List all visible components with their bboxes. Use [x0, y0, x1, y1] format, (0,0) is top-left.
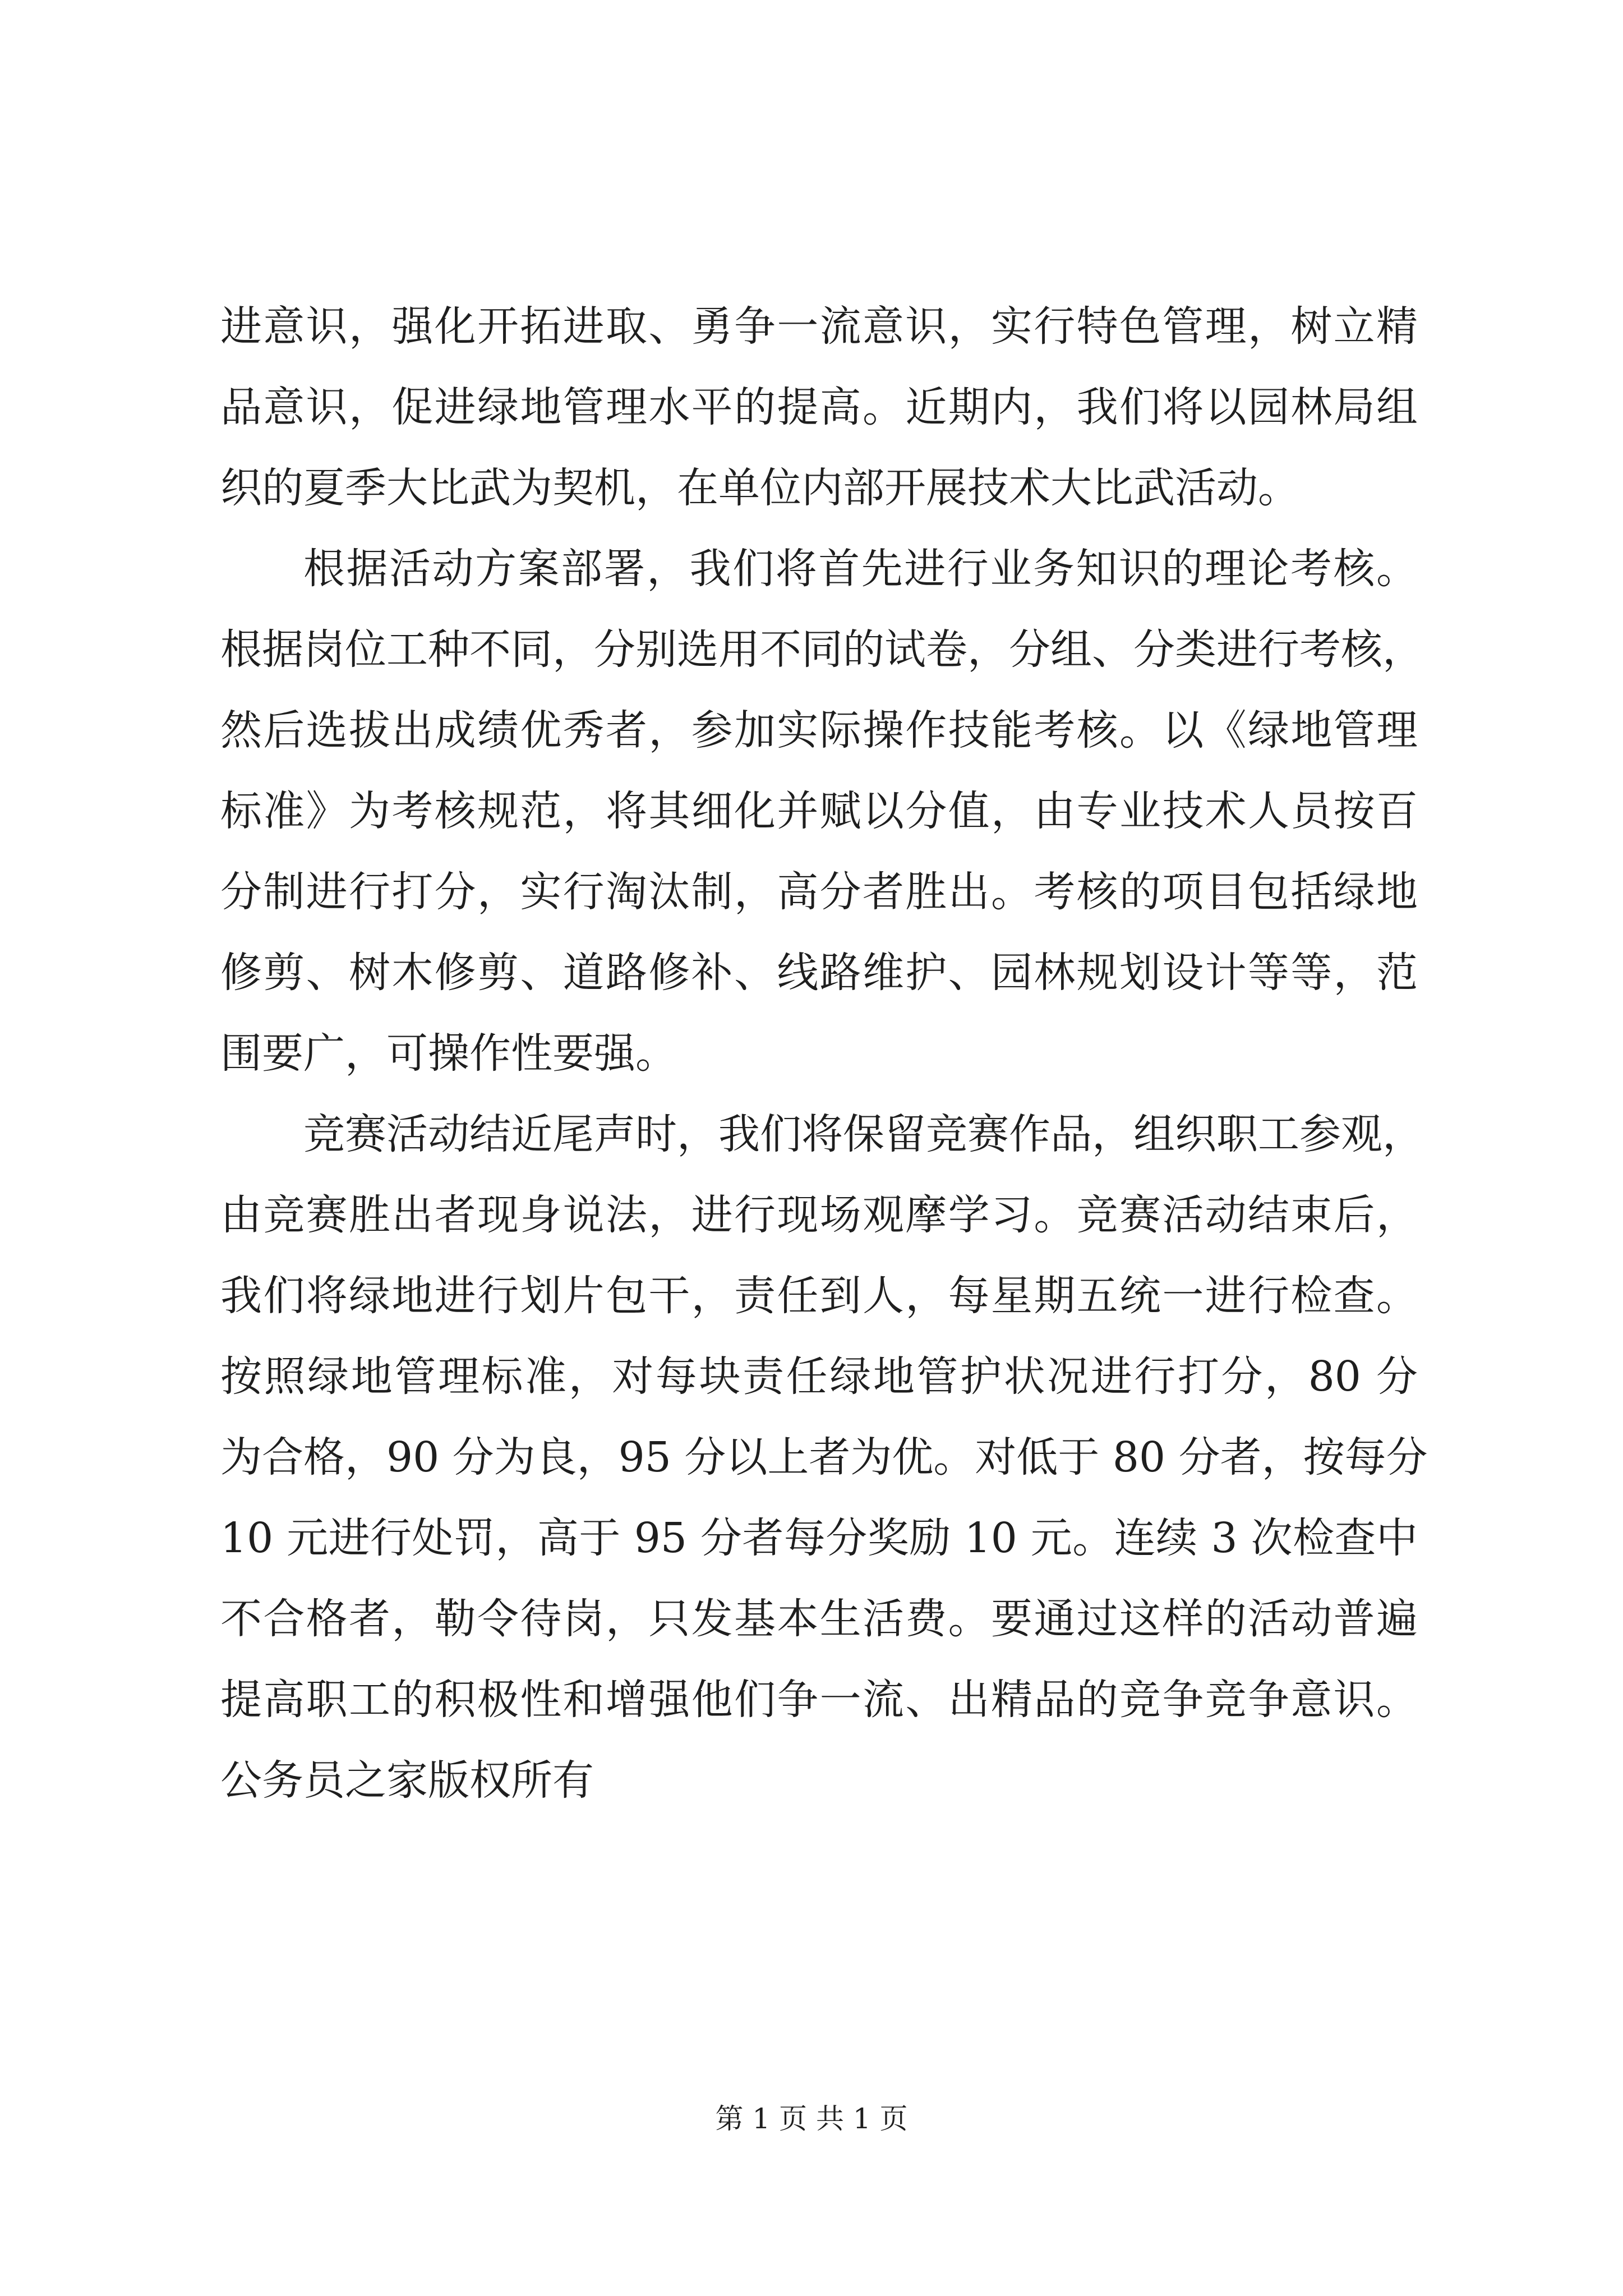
- text-line: 公务员之家版权所有: [220, 1756, 594, 1805]
- text-line: 提高职工的积极性和增强他们争一流、出精品的竞争竞争意识。: [220, 1676, 1418, 1724]
- text-line: 根据活动方案部署，我们将首先进行业务知识的理论考核。: [303, 545, 1418, 593]
- document-body: [220, 286, 1428, 1821]
- text-line: 修剪、树木修剪、道路修补、线路维护、园林规划设计等等，范: [220, 949, 1418, 997]
- text-line: 为合格，90 分为良，95 分以上者为优。对低于 80 分者，按每分: [220, 1433, 1428, 1481]
- text-line: 围要广，可操作性要强。: [220, 1029, 677, 1078]
- text-line: 然后选拔出成绩优秀者，参加实际操作技能考核。以《绿地管理: [220, 706, 1418, 754]
- text-line: 按照绿地管理标准，对每块责任绿地管护状况进行打分，80 分: [220, 1352, 1418, 1401]
- page-number-footer: 第 1 页 共 1 页: [715, 2102, 908, 2135]
- paragraph-2: [220, 528, 1424, 1094]
- text-line: 织的夏季大比武为契机，在单位内部开展技术大比武活动。: [220, 464, 1299, 512]
- paragraph-1: [220, 286, 1418, 528]
- text-line: 由竞赛胜出者现身说法，进行现场观摩学习。竞赛活动结束后，: [220, 1191, 1418, 1239]
- text-line: 标准》为考核规范，将其细化并赋以分值，由专业技术人员按百: [220, 787, 1418, 835]
- text-line: 竞赛活动结近尾声时，我们将保留竞赛作品，组织职工参观，: [303, 1110, 1424, 1158]
- text-line: 根据岗位工种不同，分别选用不同的试卷，分组、分类进行考核，: [220, 625, 1424, 674]
- text-line: 我们将绿地进行划片包干，责任到人，每星期五统一进行检查。: [220, 1272, 1418, 1320]
- text-line: 分制进行打分，实行淘汰制，高分者胜出。考核的项目包括绿地: [220, 868, 1418, 916]
- text-line: 不合格者，勒令待岗，只发基本生活费。要通过这样的活动普遍: [220, 1595, 1418, 1643]
- text-line: 品意识，促进绿地管理水平的提高。近期内，我们将以园林局组: [220, 383, 1418, 431]
- text-line: 进意识，强化开拓进取、勇争一流意识，实行特色管理，树立精: [220, 302, 1418, 351]
- text-line: 10 元进行处罚，高于 95 分者每分奖励 10 元。连续 3 次检查中: [220, 1514, 1418, 1562]
- paragraph-3: [220, 1094, 1428, 1821]
